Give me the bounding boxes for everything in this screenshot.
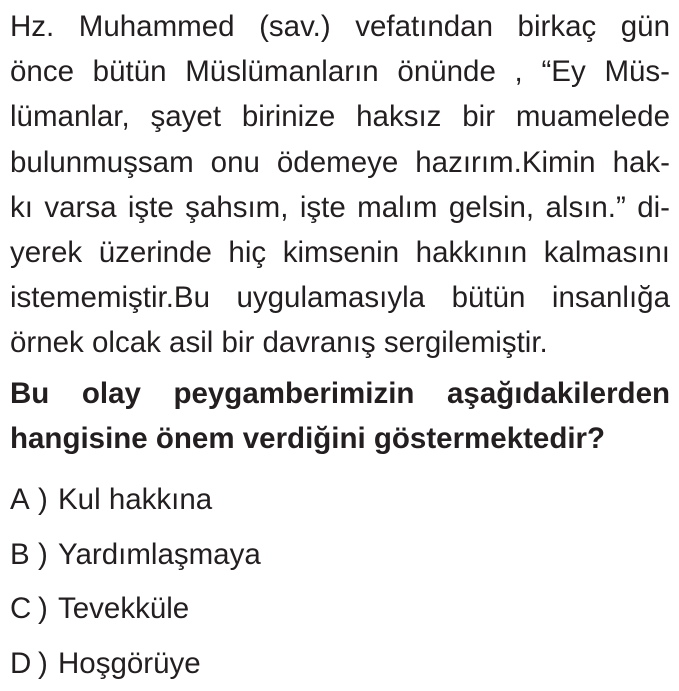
answer-options [10, 473, 610, 691]
option-letter: A [10, 483, 30, 517]
passage-line: önce bütün Müslümanların önünde , “Ey Müs- [10, 55, 670, 89]
option-text: Kul hakkına [58, 483, 213, 517]
passage-line: Hz. Muhammed (sav.) vefatından birkaç gün [10, 10, 670, 43]
question-line: Bu olay peygamberimizin aşağıdakilerden [10, 377, 670, 410]
option-b[interactable] [10, 528, 610, 583]
passage-line: kı varsa işte şahsım, işte malım gelsin, alsın.” di- [10, 190, 670, 224]
option-d[interactable] [10, 637, 610, 691]
option-letter: D [10, 646, 32, 680]
passage-line: örnek olcak asil bir davranış sergilemiştir. [10, 326, 548, 360]
option-paren: ) [38, 646, 48, 680]
passage-line: bulunmuşsam onu ödemeye hazırım.Kimin hak- [10, 145, 670, 179]
option-paren: ) [38, 592, 48, 626]
passage-line: istememiştir.Bu uygulamasıyla bütün insanlığa [10, 281, 670, 315]
option-c[interactable] [10, 582, 610, 637]
passage-line: lümanlar, şayet birinize haksız bir muamelede [10, 100, 670, 134]
question-stem [10, 371, 670, 461]
question-line: hangisine önem verdiğini göstermektedir? [10, 422, 606, 455]
passage-line: yerek üzerinde hiç kimsenin hakkının kalmasını [10, 235, 670, 269]
option-text: Hoşgörüye [58, 646, 201, 680]
option-letter: C [10, 592, 32, 626]
option-text: Yardımlaşmaya [58, 537, 261, 571]
passage-text [10, 4, 670, 366]
option-letter: B [10, 537, 30, 571]
option-a[interactable] [10, 473, 610, 528]
option-text: Tevekküle [58, 592, 190, 626]
option-paren: ) [38, 537, 48, 571]
option-paren: ) [38, 483, 48, 517]
